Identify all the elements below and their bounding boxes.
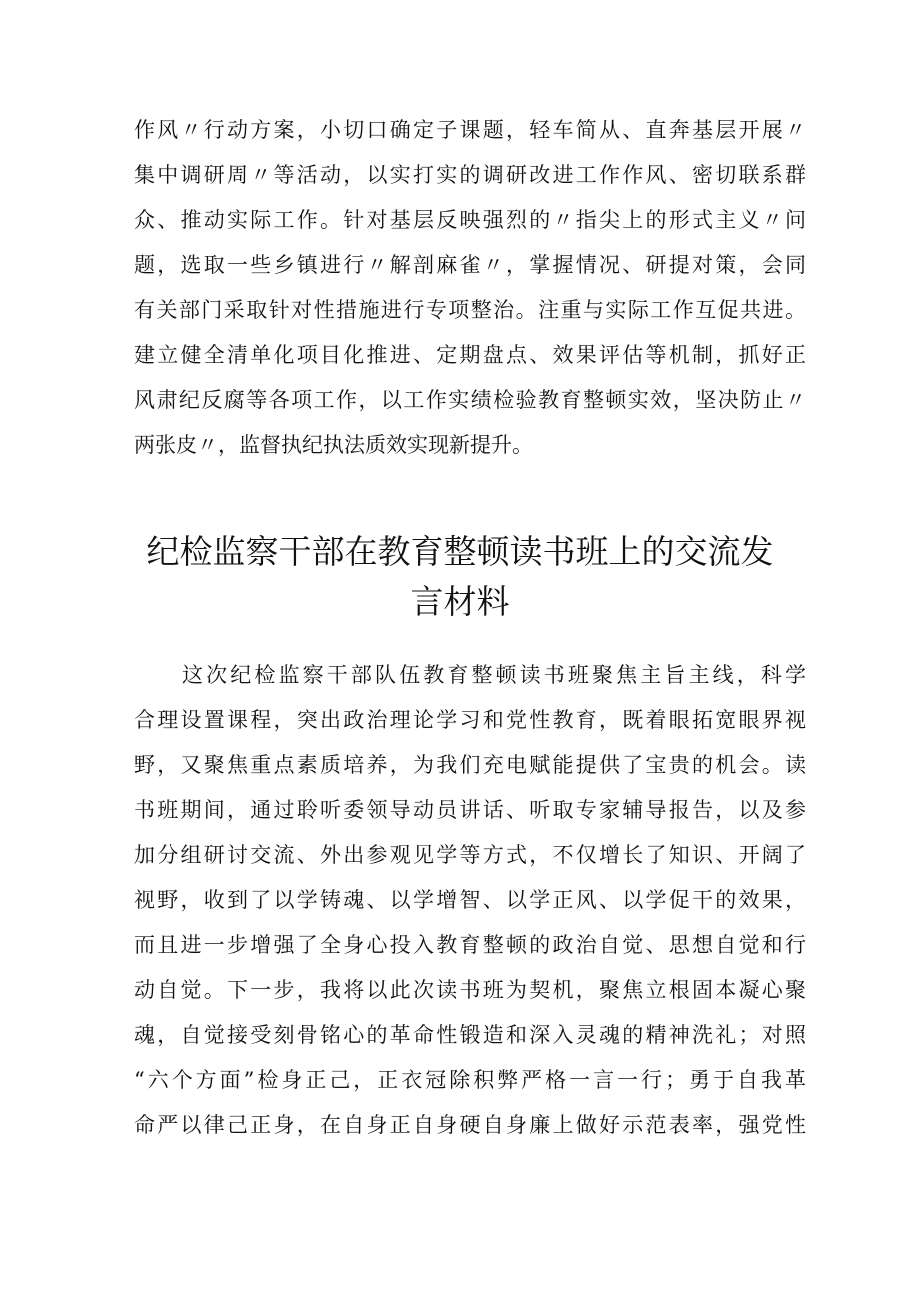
document-title: 言材料 <box>410 582 510 621</box>
body-text-line: 野，又聚焦重点素质培养，为我们充电赋能提供了宝贵的机会。读 <box>134 753 806 777</box>
body-text-line: 合理设置课程，突出政治理论学习和党性教育，既着眼拓宽眼界视 <box>134 708 806 732</box>
body-text-line: 众、推动实际工作。针对基层反映强烈的〃指尖上的形式主义〃问 <box>134 208 806 232</box>
body-text-line: 有关部门采取针对性措施进行专项整治。注重与实际工作互促共进。 <box>134 298 806 322</box>
body-text-line: 书班期间，通过聆听委领导动员讲话、听取专家辅导报告，以及参 <box>134 798 806 822</box>
body-text-line: 风肃纪反腐等各项工作，以工作实绩检验教育整顿实效，坚决防止〃 <box>134 388 806 412</box>
body-text-line: 建立健全清单化项目化推进、定期盘点、效果评估等机制，抓好正 <box>134 343 806 367</box>
body-text-line: 魂，自觉接受刻骨铭心的革命性锻造和深入灵魂的精神洗礼；对照 <box>134 1023 806 1047</box>
body-text-line: 动自觉。下一步，我将以此次读书班为契机，聚焦立根固本凝心聚 <box>134 978 806 1002</box>
body-text-line: 命严以律己正身，在自身正自身硬自身廉上做好示范表率，强党性 <box>134 1113 806 1137</box>
body-text-line: “六个方面”检身正己，正衣冠除积弊严格一言一行；勇于自我革 <box>134 1068 806 1092</box>
body-text-line: 这次纪检监察干部队伍教育整顿读书班聚焦主旨主线，科学 <box>182 663 806 687</box>
body-text-line: 题，选取一些乡镇进行〃解剖麻雀〃，掌握情况、研提对策，会同 <box>134 253 806 277</box>
body-text-line: 视野，收到了以学铸魂、以学增智、以学正风、以学促干的效果， <box>134 888 806 912</box>
body-text-line: 加分组研讨交流、外出参观见学等方式，不仅增长了知识、开阔了 <box>134 843 806 867</box>
body-text-line: 作风〃行动方案，小切口确定子课题，轻车简从、直奔基层开展〃 <box>134 118 806 142</box>
body-text-line: 而且进一步增强了全身心投入教育整顿的政治自觉、思想自觉和行 <box>134 933 806 957</box>
document-title: 纪检监察干部在教育整顿读书班上的交流发 <box>146 532 774 571</box>
body-text-line: 两张皮〃，监督执纪执法质效实现新提升。 <box>134 433 533 457</box>
body-text-line: 集中调研周〃等活动，以实打实的调研改进工作作风、密切联系群 <box>134 163 806 187</box>
